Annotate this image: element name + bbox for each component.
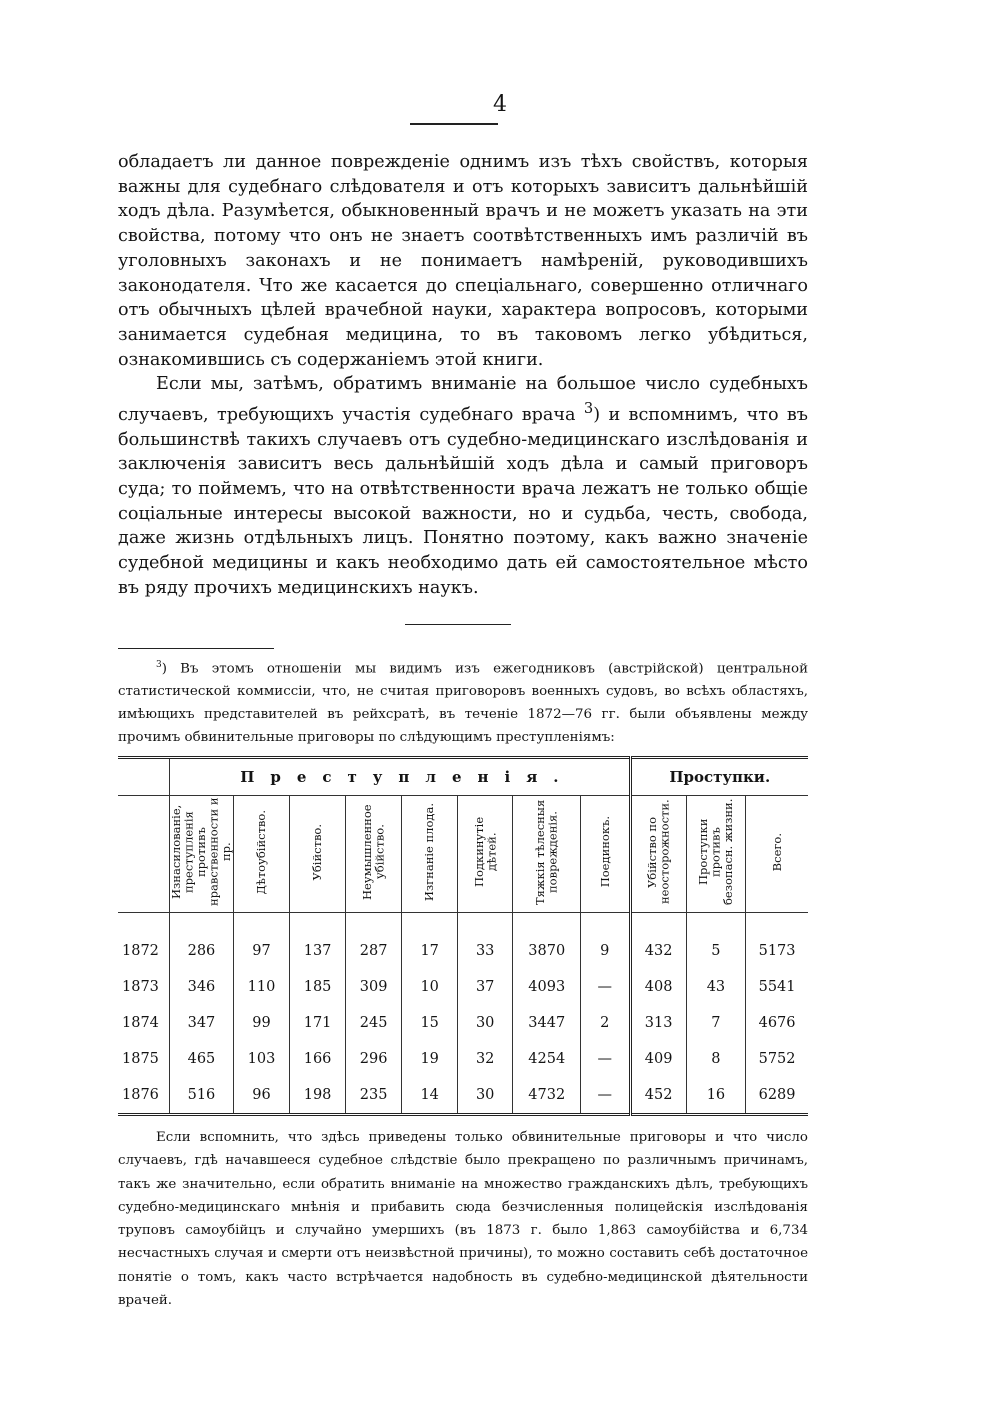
column-header: Убійство по неосторожности. xyxy=(630,796,686,913)
column-header: Подкинутіе дѣтей. xyxy=(457,796,513,913)
column-header: Изнасилованіе, преступленія противъ нравственности и пр. xyxy=(170,796,234,913)
year-cell: 1872 xyxy=(118,913,170,970)
year-cell: 1874 xyxy=(118,1005,170,1041)
crime-statistics-table xyxy=(118,756,808,1116)
table-cell: 110 xyxy=(233,969,290,1005)
table-row xyxy=(118,1041,808,1077)
table-cell: 19 xyxy=(402,1041,457,1077)
table-cell: 30 xyxy=(457,1005,513,1041)
page-number: 4 xyxy=(493,92,507,117)
table-cell: 7 xyxy=(686,1005,745,1041)
column-header: Изгнаніе плода. xyxy=(402,796,457,913)
table-cell: 432 xyxy=(630,913,686,970)
table-cell: 8 xyxy=(686,1041,745,1077)
header-rule xyxy=(410,123,498,125)
table-cell: 5 xyxy=(686,913,745,970)
column-header: Неумышленное убійство. xyxy=(345,796,402,913)
table-cell: 4254 xyxy=(513,1041,581,1077)
paragraph-2 xyxy=(118,372,808,600)
table-cell: 452 xyxy=(630,1077,686,1115)
column-header: Всего. xyxy=(746,796,808,913)
table-cell: 309 xyxy=(345,969,402,1005)
table-row xyxy=(118,1077,808,1115)
table-cell: 347 xyxy=(170,1005,234,1041)
paragraph-2-part-a: Если мы, затѣмъ, обратимъ вниманіе на большое число судебныхъ случаевъ, требующихъ участія судебнаго врача xyxy=(118,374,808,425)
table-cell: 3870 xyxy=(513,913,581,970)
table-row xyxy=(118,913,808,970)
footnote-text: $^3$) Въ этомъ отношеніи мы видимъ изъ ежегодниковъ (австрійской) центральной статистической коммиссіи, что, не считая приговоровъ военныхъ судовъ, во всѣхъ областяхъ, имѣющихъ представителей въ рейхсратѣ, въ теченіе 1872—76 гг. были объявлены между прочимъ обвинительные приговоры по слѣдующимъ преступленіямъ: xyxy=(118,660,808,746)
table-cell: — xyxy=(581,969,631,1005)
table-cell: 171 xyxy=(290,1005,346,1041)
table-cell: 286 xyxy=(170,913,234,970)
table-cell: 5752 xyxy=(758,1051,796,1067)
after-table-text: Если вспомнить, что здѣсь приведены только обвинительные приговоры и что число случаевъ, гдѣ начавшееся судебное слѣдствіе было прекращено по различнымъ причинамъ, такъ же значительно, если обратить вниманіе на множество гражданскихъ дѣлъ, требующихъ судебно-медицинскаго мнѣнія и прибавить сюда безчисленныя полицейскія изслѣдованія труповъ самоубійцъ и случайно умершихъ (въ 1873 г. было 1,863 самоубійства и 6,734 несчастныхъ случая и смерти отъ неизвѣстной причины), то можно составить себѣ достаточное понятіе о томъ, какъ часто встрѣчается надобность въ судебно-медицинской дѣятельности врачей. xyxy=(118,1130,808,1309)
table-cell: 16 xyxy=(686,1077,745,1115)
table-row xyxy=(118,1005,808,1041)
column-header: Проступки противъ безопасн. жизни. xyxy=(686,796,745,913)
column-header: Дѣтоубійство. xyxy=(233,796,290,913)
year-column-header xyxy=(118,796,170,913)
table-cell: 17 xyxy=(402,913,457,970)
table-cell: 6289 xyxy=(758,1087,796,1103)
table-cell: 516 xyxy=(170,1077,234,1115)
table-cell: 245 xyxy=(345,1005,402,1041)
table-cell: 99 xyxy=(233,1005,290,1041)
table-cell: 14 xyxy=(402,1077,457,1115)
paragraph-2-part-b: ) и вспомнимъ, что въ большинствѣ такихъ случаевъ отъ судебно-медицинскаго изслѣдованія и заключенія зависитъ весь дальнѣйшій ходъ дѣла и самый приговоръ суда; то поймемъ, что на отвѣтственности врача лежатъ не только общіе соціальные интересы высокой важности, но и судьба, честь, свобода, даже жизнь отдѣльныхъ лицъ. Понятно поэтому, какъ важно значеніе судебной медицины и какъ необходимо дать ей самостоятельное мѣсто въ ряду прочихъ медицинскихъ наукъ. xyxy=(118,404,808,598)
table-row xyxy=(118,969,808,1005)
paragraph-1: обладаетъ ли данное поврежденіе однимъ изъ тѣхъ свойствъ, которыя важны для судебнаго слѣдователя и отъ которыхъ зависитъ дальнѣйшій ходъ дѣла. Разумѣется, обыкновенный врачъ и не можетъ указать на эти свойства, потому что онъ не знаетъ соотвѣтственныхъ имъ различій въ уголовныхъ законахъ и не понимаетъ намѣреній, руководившихъ законодателя. Что же касается до спеціальнаго, совершенно отличнаго отъ обычныхъ цѣлей врачебной науки, характера вопросовъ, которыми занимается судебная медицина, то въ таковомъ легко убѣдиться, ознакомившись съ содержаніемъ этой книги. xyxy=(118,152,808,370)
after-table-note xyxy=(118,1126,808,1312)
table-cell: 313 xyxy=(630,1005,686,1041)
table-cell: 33 xyxy=(457,913,513,970)
table-cell: 37 xyxy=(457,969,513,1005)
table-cell: 30 xyxy=(457,1077,513,1115)
footnote-rule xyxy=(118,648,274,649)
table-cell: — xyxy=(581,1041,631,1077)
table-cell: 166 xyxy=(290,1041,346,1077)
table-cell: 96 xyxy=(233,1077,290,1115)
table-cell: 43 xyxy=(686,969,745,1005)
table-cell: 296 xyxy=(345,1041,402,1077)
table-cell: 408 xyxy=(630,969,686,1005)
column-header: Убійство. xyxy=(290,796,346,913)
column-header: Поединокъ. xyxy=(581,796,631,913)
table-cell: 32 xyxy=(457,1041,513,1077)
blank-corner xyxy=(118,758,170,796)
column-header: Тяжкія тѣлесныя поврежденія. xyxy=(513,796,581,913)
table-cell: 4093 xyxy=(513,969,581,1005)
group-header-offences: Проступки. xyxy=(630,758,808,796)
footnote-marker: 3 xyxy=(156,660,162,670)
table-cell: 4676 xyxy=(758,1015,796,1031)
group-header-crimes: Преступленія. xyxy=(170,758,630,796)
footnote xyxy=(118,654,808,749)
year-cell: 1876 xyxy=(118,1077,170,1115)
table-cell: 185 xyxy=(290,969,346,1005)
table-cell: 97 xyxy=(233,913,290,970)
table-cell: 3447 xyxy=(513,1005,581,1041)
main-text xyxy=(118,150,808,601)
table-cell: 5173 xyxy=(758,943,796,959)
table-cell: 235 xyxy=(345,1077,402,1115)
table-cell: 9 xyxy=(581,913,631,970)
table-cell: 137 xyxy=(290,913,346,970)
footnote-reference[interactable]: 3 xyxy=(583,400,594,418)
year-cell: 1873 xyxy=(118,969,170,1005)
table-cell: 5541 xyxy=(758,979,796,995)
table-cell: 346 xyxy=(170,969,234,1005)
table-cell: 4732 xyxy=(513,1077,581,1115)
year-cell: 1875 xyxy=(118,1041,170,1077)
table-cell: 198 xyxy=(290,1077,346,1115)
table-cell: 15 xyxy=(402,1005,457,1041)
table-cell: 287 xyxy=(345,913,402,970)
table-cell: 465 xyxy=(170,1041,234,1077)
table-cell: 409 xyxy=(630,1041,686,1077)
section-divider xyxy=(405,624,511,625)
table-cell: 10 xyxy=(402,969,457,1005)
table-cell: 103 xyxy=(233,1041,290,1077)
table-cell: 2 xyxy=(581,1005,631,1041)
table-cell: — xyxy=(581,1077,631,1115)
